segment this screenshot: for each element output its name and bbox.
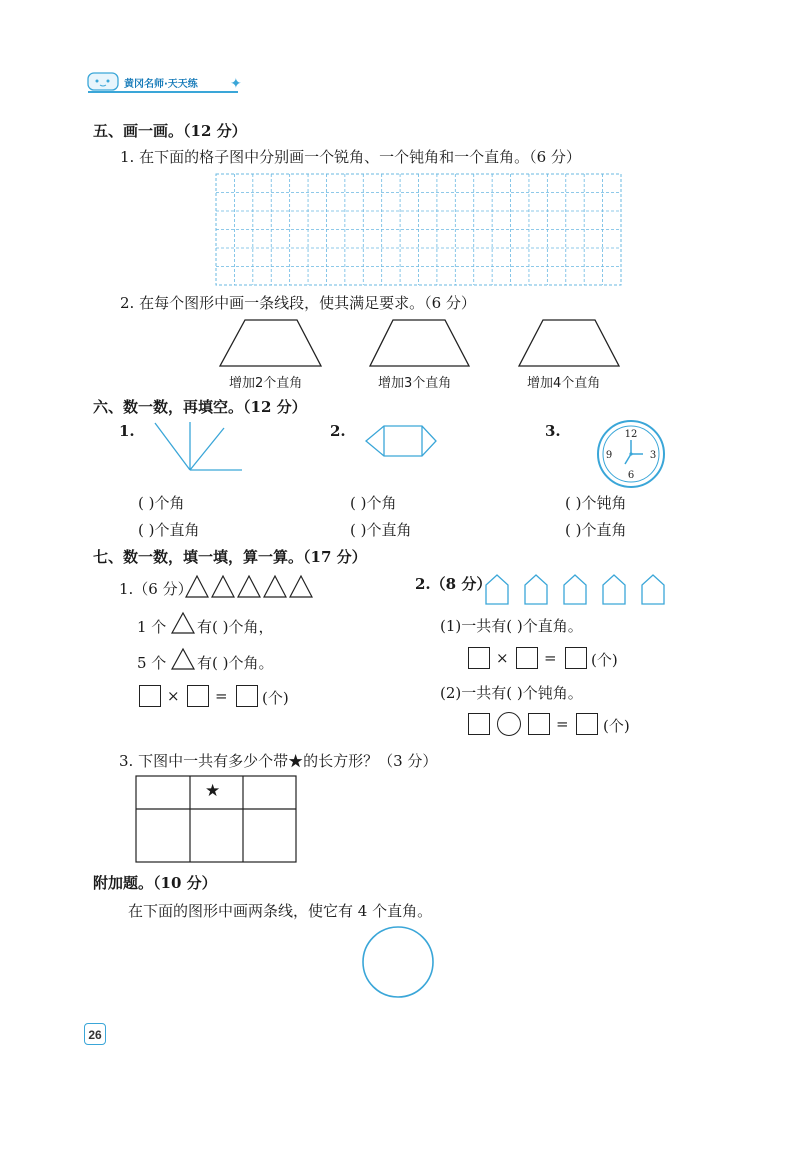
bonus-title: 附加题。（10 分） (93, 874, 217, 892)
grid-drawing-area[interactable] (210, 172, 630, 290)
clock-9: 9 (605, 450, 613, 461)
c2-right-angles-blank[interactable]: ( )个直角 (350, 521, 412, 539)
section6-num-1: 1. (119, 422, 135, 440)
clock-icon (595, 418, 667, 490)
s7-q1-line1-b[interactable]: 有( )个角， (197, 618, 274, 636)
section6-num-3: 3. (545, 422, 561, 440)
answer-box[interactable] (468, 647, 490, 669)
page-number: 26 (88, 1028, 102, 1042)
section5-q2: 2. 在每个图形中画一条线段，使其满足要求。（6 分） (120, 294, 476, 312)
section5-q1: 1. 在下面的格子图中分别画一个锐角、一个钝角和一个直角。（6 分） (120, 148, 581, 166)
equals-sign: = (215, 687, 228, 705)
unit-label: (个) (603, 717, 630, 735)
s7-q1-line2-a: 5 个 (137, 654, 167, 672)
answer-box[interactable] (565, 647, 587, 669)
brand-title: 黄冈名师·天天练 (124, 79, 198, 90)
section7-title: 七、数一数，填一填，算一算。（17 分） (93, 548, 367, 566)
s7-q2-label: 2.（8 分） (415, 575, 492, 593)
unit-label: (个) (591, 651, 618, 669)
five-houses (484, 572, 670, 606)
times-sign: × (167, 687, 180, 705)
bonus-circle[interactable] (360, 925, 436, 1001)
answer-box[interactable] (468, 713, 490, 735)
trapezoid-3[interactable] (519, 320, 619, 366)
equals-sign: = (556, 715, 569, 733)
clock-12: 12 (624, 429, 638, 440)
header-underline (88, 91, 238, 93)
bear-icon (86, 70, 122, 92)
s7-q3: 3. 下图中一共有多少个带★的长方形？（3 分） (119, 752, 438, 770)
answer-box[interactable] (236, 685, 258, 707)
s7-q1-label: 1.（6 分） (119, 580, 193, 598)
c2-angles-blank[interactable]: ( )个角 (350, 494, 397, 512)
s7-q2-line1[interactable]: (1)一共有( )个直角。 (440, 617, 583, 635)
c1-right-angles-blank[interactable]: ( )个直角 (138, 521, 200, 539)
page-number-badge (84, 1023, 106, 1045)
trapezoid-label-1: 增加2个直角 (229, 376, 303, 391)
trapezoids (215, 318, 635, 370)
c1-angles-blank[interactable]: ( )个角 (138, 494, 185, 512)
trapezoid-label-2: 增加3个直角 (378, 376, 452, 391)
answer-box[interactable] (187, 685, 209, 707)
bonus-text: 在下面的图形中画两条线，使它有 4 个直角。 (128, 902, 433, 920)
pentagon-hexagon-figure (362, 423, 440, 459)
trapezoid-2[interactable] (370, 320, 469, 366)
star-icon: ★ (205, 781, 221, 801)
answer-box[interactable] (576, 713, 598, 735)
unit-label: (个) (262, 689, 289, 707)
section6-num-2: 2. (330, 422, 346, 440)
ray-fan-figure (150, 420, 245, 476)
c3-obtuse-blank[interactable]: ( )个钝角 (565, 494, 627, 512)
section6-title: 六、数一数，再填空。（12 分） (93, 398, 307, 416)
times-sign: × (496, 649, 509, 667)
triangle-icon (170, 647, 196, 671)
s7-q2-line2[interactable]: (2)一共有( )个钝角。 (440, 684, 583, 702)
c3-right-angles-blank[interactable]: ( )个直角 (565, 521, 627, 539)
five-triangles (184, 573, 316, 599)
s7-q1-line2-b[interactable]: 有( )个角。 (197, 654, 274, 672)
header-logo (86, 70, 122, 92)
sparkle-icon: ✦ (230, 76, 242, 92)
answer-box[interactable] (139, 685, 161, 707)
answer-box[interactable] (528, 713, 550, 735)
answer-box[interactable] (516, 647, 538, 669)
clock-3: 3 (649, 450, 657, 461)
clock-6: 6 (627, 470, 635, 481)
triangle-icon (170, 611, 196, 635)
section5-title: 五、画一画。（12 分） (93, 122, 247, 140)
trapezoid-label-3: 增加4个直角 (527, 376, 601, 391)
operator-circle[interactable] (497, 712, 521, 736)
s7-q1-line1-a: 1 个 (137, 618, 167, 636)
equals-sign: = (544, 649, 557, 667)
trapezoid-1[interactable] (220, 320, 321, 366)
